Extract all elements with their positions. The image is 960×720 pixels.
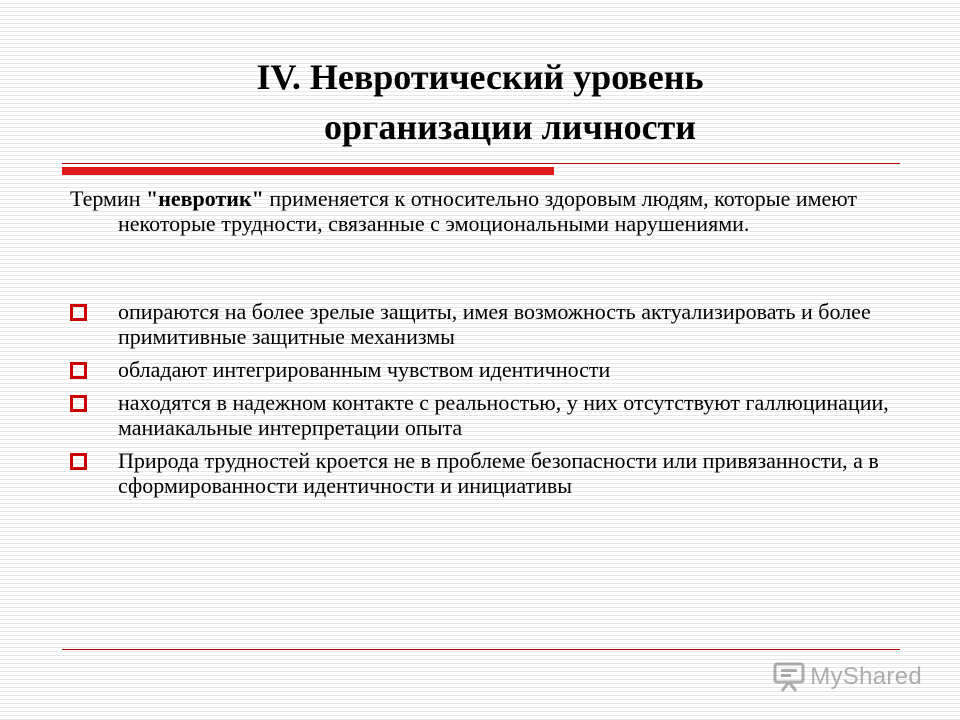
list-item-text: Природа трудностей кроется не в проблеме безопасности или привязанности, а в сформированности идентичности и инициативы	[118, 448, 879, 498]
list-item	[70, 299, 900, 349]
list-item	[70, 448, 900, 498]
title-line-1: IV. Невротический уровень	[256, 57, 704, 97]
title-rule-thin	[62, 163, 900, 164]
bullet-square-icon	[70, 395, 87, 412]
footer-rule	[62, 649, 900, 650]
intro-prefix: Термин	[70, 186, 147, 211]
bullet-square-icon	[70, 362, 87, 379]
slide-body	[70, 186, 900, 506]
bullet-list	[70, 299, 900, 498]
slide-title	[120, 52, 840, 152]
watermark-text: MyShared	[810, 663, 922, 690]
intro-suffix: применяется к относительно здоровым людям, которые имеют некоторые трудности, связанные с эмоциональными нарушениями.	[118, 186, 858, 236]
list-item-text: опираются на более зрелые защиты, имея возможность актуализировать и более примитивные защитные механизмы	[118, 299, 871, 349]
intro-paragraph	[70, 186, 900, 236]
list-item-text: обладают интегрированным чувством идентичности	[118, 357, 611, 382]
title-line-2: организации личности	[324, 107, 696, 147]
intro-bold-term: "невротик"	[146, 186, 264, 211]
watermark-logo	[772, 662, 922, 692]
title-rule-accent	[62, 167, 554, 175]
list-item-text: находятся в надежном контакте с реальностью, у них отсутствуют галлюцинации, маниакальные интерпретации опыта	[118, 390, 889, 440]
list-item	[70, 390, 900, 440]
list-item	[70, 357, 900, 382]
bullet-square-icon	[70, 453, 87, 470]
presentation-board-icon	[772, 662, 806, 692]
bullet-square-icon	[70, 304, 87, 321]
